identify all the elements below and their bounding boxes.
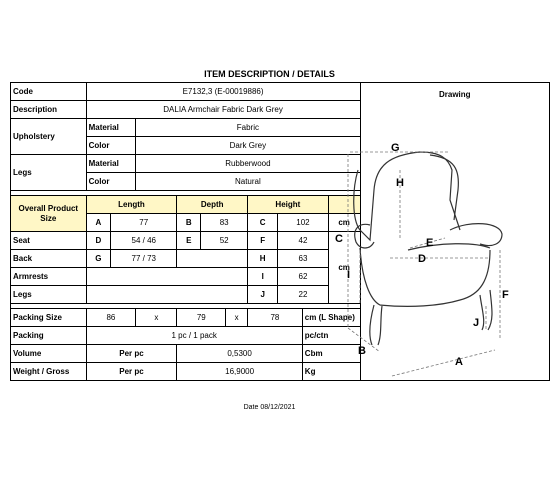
drawing-title: Drawing	[438, 90, 471, 99]
packing-times-2: x	[226, 309, 248, 327]
dim-g-letter: G	[86, 250, 111, 268]
chair-wing-outline	[430, 155, 458, 220]
description-label: Description	[11, 101, 87, 119]
dim-j-letter: J	[248, 286, 278, 304]
sheet-title: ITEM DESCRIPTION / DETAILS	[204, 69, 335, 79]
packing-times-1: x	[136, 309, 177, 327]
legs-dim-empty	[86, 286, 248, 304]
dim-i-value: 62	[278, 268, 328, 286]
code-label: Code	[11, 83, 87, 101]
dim-f-letter: F	[248, 232, 278, 250]
packing-width: 79	[177, 309, 226, 327]
chair-back-outline	[354, 152, 460, 240]
description-value: DALIA Armchair Fabric Dark Grey	[86, 101, 360, 119]
drawing-label-h: H	[396, 177, 404, 189]
back-depth-empty	[177, 250, 248, 268]
dim-c-letter: C	[248, 214, 278, 232]
code-row	[11, 83, 550, 101]
upholstery-color-value: Dark Grey	[136, 137, 360, 155]
dim-b-letter: B	[177, 214, 201, 232]
dim-i-letter: I	[248, 268, 278, 286]
packing-value: 1 pc / 1 pack	[86, 327, 302, 345]
chair-right-arm	[450, 224, 502, 246]
dims-unit: cm	[328, 232, 360, 304]
volume-label: Volume	[11, 345, 87, 363]
date-line: Date 08/12/2021	[243, 404, 296, 411]
volume-per: Per pc	[86, 345, 177, 363]
dim-b-value: 83	[201, 214, 248, 232]
drawing-label-a: A	[455, 356, 463, 368]
packing-size-unit: cm (L Shape)	[302, 309, 360, 327]
legs-dim-label: Legs	[11, 286, 87, 304]
dim-j-value: 22	[278, 286, 328, 304]
depth-header: Depth	[177, 196, 248, 214]
dim-c-value: 102	[278, 214, 328, 232]
overall-unit: cm	[328, 214, 360, 232]
overall-product-size-label: Overall Product Size	[11, 196, 87, 232]
drawing-label-d: D	[418, 253, 426, 265]
dim-d-value: 54 / 46	[111, 232, 177, 250]
drawing-label-g: G	[391, 142, 400, 154]
upholstery-label: Upholstery	[11, 119, 87, 155]
length-header: Length	[86, 196, 177, 214]
drawing-label-f: F	[502, 289, 509, 301]
drawing-label-e: E	[426, 237, 434, 249]
dim-e-value: 52	[201, 232, 248, 250]
dim-a-letter: A	[86, 214, 111, 232]
dim-f-value: 42	[278, 232, 328, 250]
upholstery-material-label: Material	[86, 119, 136, 137]
legs-color-label: Color	[86, 173, 136, 191]
packing-unit: pc/ctn	[302, 327, 360, 345]
packing-length: 86	[86, 309, 136, 327]
weight-unit: Kg	[302, 363, 360, 381]
legs-label: Legs	[11, 155, 87, 191]
volume-unit: Cbm	[302, 345, 360, 363]
drawing-label-i: I	[347, 269, 351, 281]
drawing-label-c: C	[335, 233, 343, 245]
upholstery-color-label: Color	[86, 137, 136, 155]
dim-a-value: 77	[111, 214, 177, 232]
seat-label: Seat	[11, 232, 87, 250]
drawing-label-j: J	[473, 317, 480, 329]
legs-color-value: Natural	[136, 173, 360, 191]
chair-leg-left	[370, 305, 382, 345]
dim-h-value: 63	[278, 250, 328, 268]
legs-material-value: Rubberwood	[136, 155, 360, 173]
armrests-label: Armrests	[11, 268, 87, 286]
back-label: Back	[11, 250, 87, 268]
volume-value: 0,5300	[177, 345, 302, 363]
code-value: E7132,3 (E-00019886)	[86, 83, 360, 101]
dim-e-letter: E	[177, 232, 201, 250]
height-header: Height	[248, 196, 329, 214]
armrests-empty	[86, 268, 248, 286]
packing-size-label: Packing Size	[11, 309, 87, 327]
weight-per: Per pc	[86, 363, 177, 381]
dim-h-letter: H	[248, 250, 278, 268]
packing-label: Packing	[11, 327, 87, 345]
legs-material-label: Material	[86, 155, 136, 173]
dim-g-value: 77 / 73	[111, 250, 177, 268]
dim-d-letter: D	[86, 232, 111, 250]
weight-label: Weight / Gross	[11, 363, 87, 381]
weight-value: 16,9000	[177, 363, 302, 381]
upholstery-material-value: Fabric	[136, 119, 360, 137]
packing-height: 78	[248, 309, 303, 327]
drawing-label-b: B	[358, 345, 366, 357]
armchair-drawing	[330, 130, 525, 380]
